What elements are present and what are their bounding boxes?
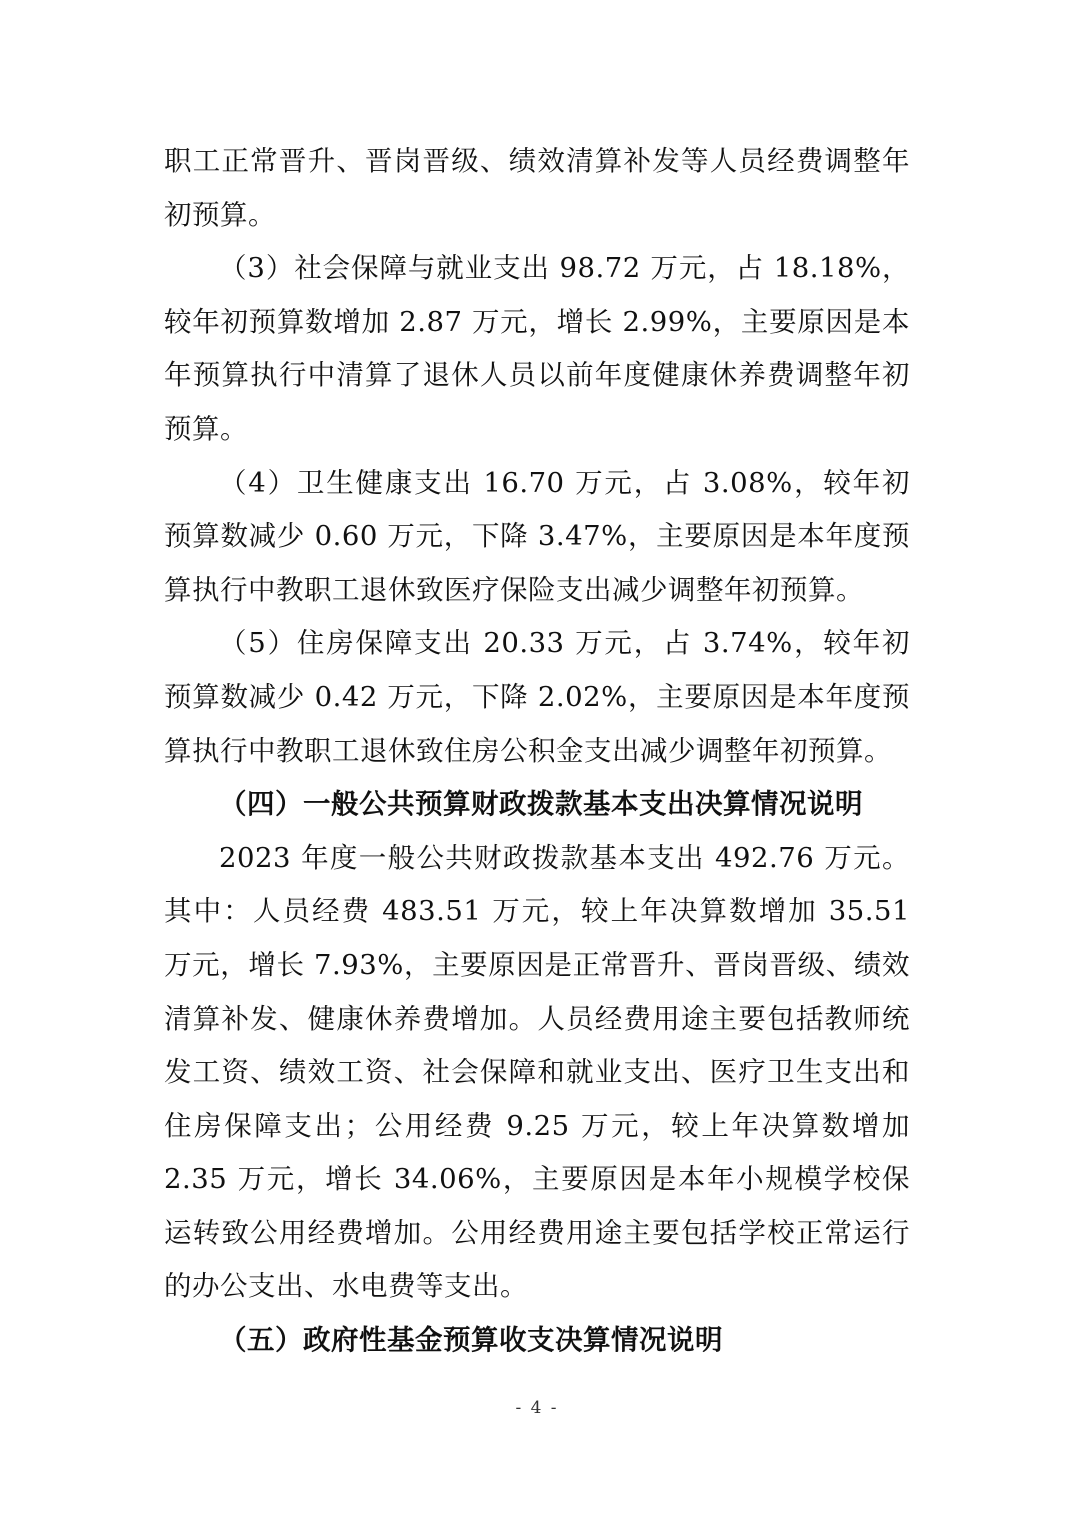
section-heading-government-fund: （五）政府性基金预算收支决算情况说明 <box>219 1324 723 1357</box>
section-heading-basic-expenditure: （四）一般公共预算财政拨款基本支出决算情况说明 <box>219 788 863 821</box>
paragraph-housing: （5）住房保障支出 20.33 万元，占 3.74%，较年初预算数减少 0.42 万元，下降 2.02%，主要原因是本年度预算执行中教职工退休致住房公积金支出减少调整年初预算。 <box>164 627 910 767</box>
page-number: - 4 - <box>515 1398 559 1418</box>
paragraph-continuation: 职工正常晋升、晋岗晋级、绩效清算补发等人员经费调整年初预算。 <box>164 145 910 231</box>
paragraph-basic-expenditure: 2023 年度一般公共财政拨款基本支出 492.76 万元。其中：人员经费 483.51 万元，较上年决算数增加 35.51 万元，增长 7.93%，主要原因是正常晋升、晋岗晋级、绩效清算补发、健康休养费增加。人员经费用途主要包括教师统发工资、绩效工资、社会保障和就业支出、医疗卫生支出和住房保障支出；公用经费 9.25 万元，较上年决算数增加 2.35 万元，增长 34.06%，主要原因是本年小规模学校保运转致公用经费增加。公用经费用途主要包括学校正常运行的办公支出、水电费等支出。 <box>164 841 910 1303</box>
paragraph-social-security: （3）社会保障与就业支出 98.72 万元，占 18.18%，较年初预算数增加 2.87 万元，增长 2.99%，主要原因是本年预算执行中清算了退休人员以前年度健康休养费调整年初预算。 <box>164 252 910 445</box>
paragraph-health: （4）卫生健康支出 16.70 万元，占 3.08%，较年初预算数减少 0.60 万元，下降 3.47%，主要原因是本年度预算执行中教职工退休致医疗保险支出减少调整年初预算。 <box>164 466 910 606</box>
